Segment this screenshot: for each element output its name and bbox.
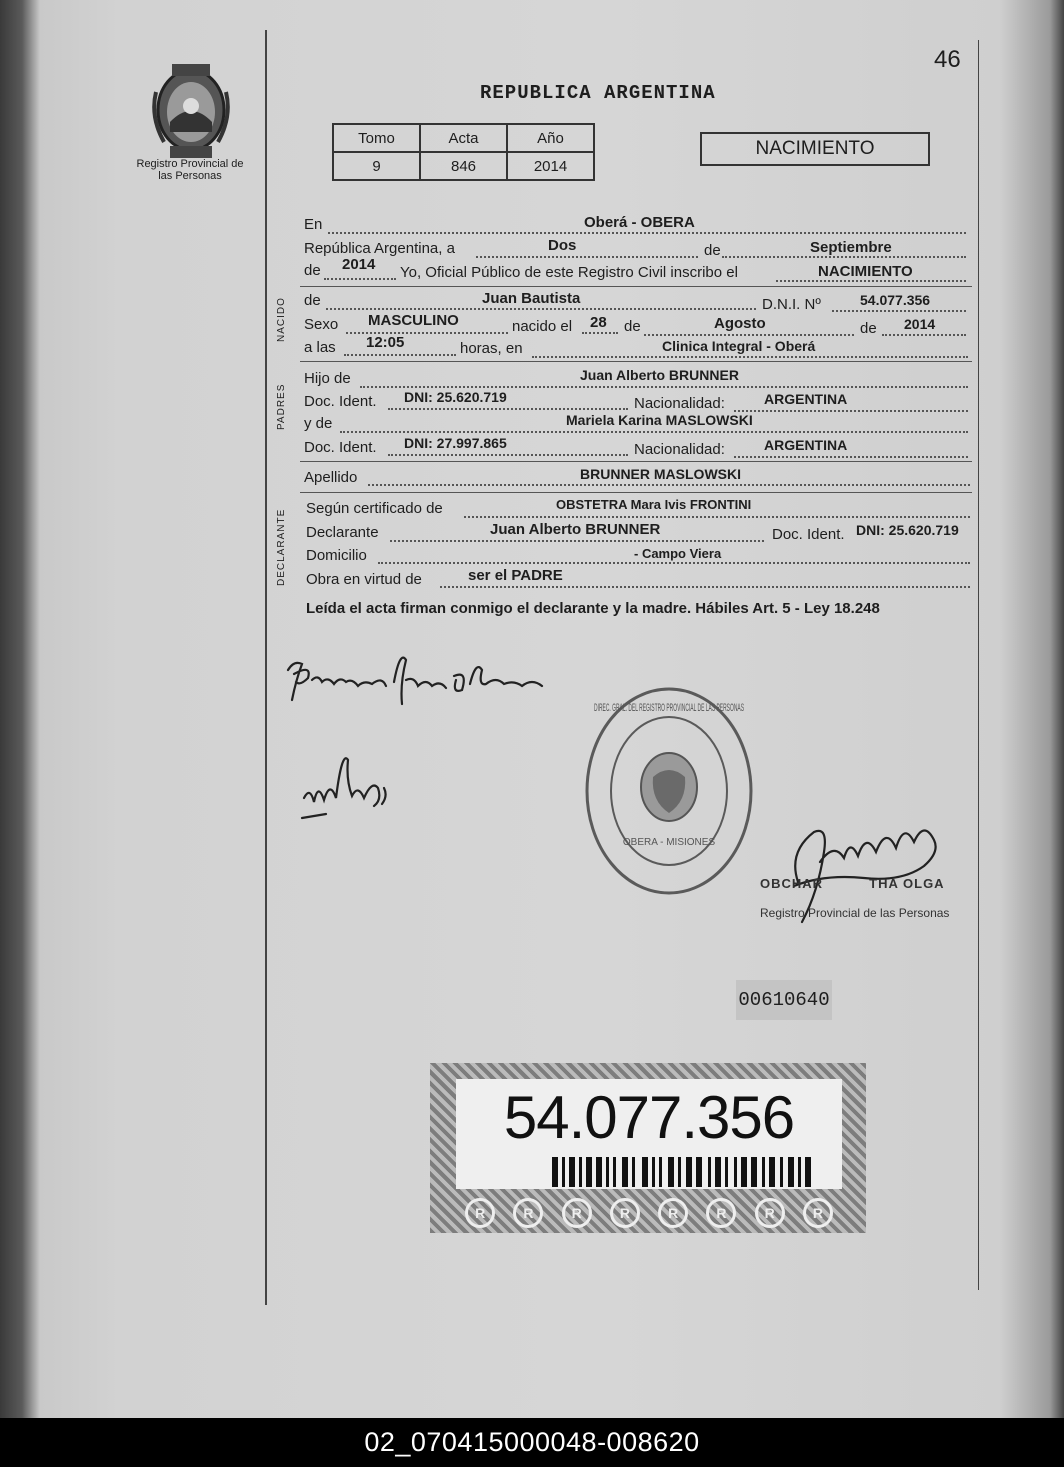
ring-r-icon: R [706,1198,736,1228]
barcode-security-rings [456,1197,842,1229]
obra-value: ser el PADRE [468,567,563,584]
nacido-el-label: nacido el [512,318,573,335]
apellido-value: BRUNNER MASLOWSKI [580,466,741,482]
de-nombre-label: de [304,292,321,309]
madre-signature [296,740,400,830]
nacido-section-label: NACIDO [276,297,287,342]
en-label: En [304,216,323,233]
ring-r-icon: R [465,1198,495,1228]
mes-nac-value: Agosto [714,315,766,332]
barcode-bars [552,1157,812,1187]
padres-section-label: PADRES [276,383,287,430]
domicilio-dotline [378,562,970,564]
padre-doc-dotline [388,408,628,410]
hora-dotline [344,354,456,356]
ring-r-icon: R [513,1198,543,1228]
en-value: Oberá - OBERA [584,214,695,231]
padre-nac-value: ARGENTINA [764,391,848,407]
madre-value: Mariela Karina MASLOWSKI [566,412,753,428]
obra-dotline [440,586,970,588]
republica-label: República Argentina, a [304,240,455,257]
madre-nac-dotline [734,456,968,458]
padre-doc-value: DNI: 25.620.719 [404,389,507,405]
tomo-acta-anio-table [332,123,595,181]
apellido-dotline [368,484,970,486]
sexo-label: Sexo [304,316,339,333]
anio-nac-value: 2014 [904,316,936,332]
hora-value: 12:05 [366,334,405,351]
lugar-value: Clinica Integral - Oberá [662,338,816,354]
yde-label: y de [304,415,333,432]
padre-nac-label: Nacionalidad: [634,395,725,412]
madre-doc-dotline [388,454,628,456]
dia-nac-value: 28 [590,314,607,331]
hijo-de-label: Hijo de [304,370,351,387]
value-tomo: 9 [333,152,420,180]
declarante-dotline [390,540,764,542]
alas-label: a las [304,339,336,356]
document-title: REPUBLICA ARGENTINA [480,82,716,104]
seal-ring-text: DIREC. GRAL. DEL REGISTRO PROVINCIAL DE LAS PERSONAS [594,702,744,714]
leyenda-text: Leída el acta firman conmigo el declarante y la madre. Hábiles Art. 5 - Ley 18.248 [306,600,880,617]
sexo-value: MASCULINO [368,312,459,329]
left-margin-line [265,30,267,1305]
declarante-value: Juan Alberto BRUNNER [490,521,661,538]
padre-value: Juan Alberto BRUNNER [580,367,739,383]
anio-value: 2014 [342,256,376,273]
madre-nac-label: Nacionalidad: [634,441,725,458]
nacido-top-line [300,286,972,287]
mes-value: Septiembre [810,239,892,256]
dni-label: D.N.I. Nº [762,296,821,313]
domicilio-value: - Campo Viera [634,546,722,561]
declarante-section-label: DECLARANTE [276,508,287,586]
anio-nac-dotline [882,334,966,336]
padre-dotline [360,386,968,388]
dia-nac-dotline [582,332,618,334]
madre-doc-value: DNI: 27.997.865 [404,435,507,451]
control-number-stamp: 00610640 [736,980,832,1020]
barcode-inner [456,1079,842,1189]
en-dotline [328,232,966,234]
mes-nac-dotline [644,334,854,336]
dia-value: Dos [548,237,577,254]
de-anio-label: de [860,320,877,337]
apellido-top-line [300,461,972,462]
de-label-1: de [704,242,721,259]
padre-nac-dotline [734,410,968,412]
value-acta: 846 [420,152,507,180]
inscripcion-value: NACIMIENTO [818,263,913,280]
declarante-doc-label: Doc. Ident. [772,526,845,543]
ring-r-icon: R [562,1198,592,1228]
seal-inner-text: OBERA - MISIONES [622,837,716,848]
domicilio-label: Domicilio [306,547,367,564]
madre-nac-value: ARGENTINA [764,437,848,453]
lugar-dotline [532,356,968,358]
dni-value: 54.077.356 [860,292,931,308]
scan-filename-footer: 02_070415000048-008620 [0,1418,1064,1467]
right-margin-line [978,40,979,1290]
dia-dotline [476,256,698,258]
obra-label: Obra en virtud de [306,571,422,588]
madre-doc-label: Doc. Ident. [304,439,377,456]
dni-dotline [832,310,966,312]
certificado-label: Según certificado de [306,500,443,517]
header-anio: Año [507,124,594,152]
mes-dotline [722,256,966,258]
madre-dotline [340,431,968,433]
apellido-bottom-line [300,492,972,493]
header-acta: Acta [420,124,507,152]
official-seal-stamp [583,685,755,897]
de-mes-label: de [624,318,641,335]
value-anio: 2014 [507,152,594,180]
provincial-emblem-icon [146,62,236,162]
registro-provincial-label: Registro Provincial de las Personas [136,158,244,182]
yo-label: Yo, Oficial Público de este Registro Civil inscribo el [400,264,738,281]
barcode-label [430,1063,866,1233]
declarante-signature [282,640,554,712]
padres-top-line [300,361,972,362]
de-label-2: de [304,262,321,279]
anio-dotline [324,278,396,280]
oficial-name: OBCHAR THA OLGA [760,876,945,891]
ring-r-icon: R [610,1198,640,1228]
inscripcion-dotline [776,280,966,282]
ring-r-icon: R [803,1198,833,1228]
header-tomo: Tomo [333,124,420,152]
padre-doc-label: Doc. Ident. [304,393,377,410]
declarante-doc-value: DNI: 25.620.719 [856,522,959,538]
nombre-value: Juan Bautista [482,290,581,307]
ring-r-icon: R [658,1198,688,1228]
barcode-number: 54.077.356 [503,1084,795,1151]
page-number: 46 [934,46,961,73]
certificado-dotline [464,516,970,518]
oficial-registro: Registro Provincial de las Personas [760,906,950,920]
declarante-label: Declarante [306,524,379,541]
ring-r-icon: R [755,1198,785,1228]
document-type-box: NACIMIENTO [700,132,930,166]
nombre-dotline [326,308,756,310]
certificado-value: OBSTETRA Mara Ivis FRONTINI [556,497,752,512]
apellido-label: Apellido [304,469,358,486]
horas-en-label: horas, en [460,340,523,357]
